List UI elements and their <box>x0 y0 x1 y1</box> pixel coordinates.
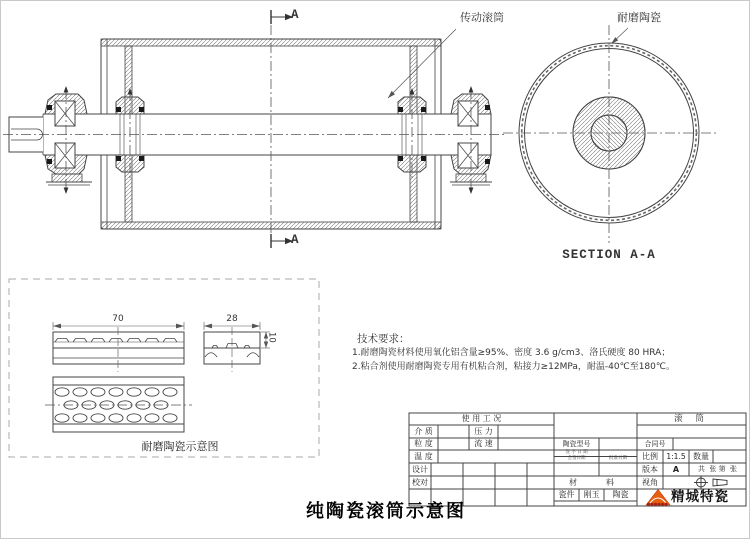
cell-material-header: 材 料 <box>568 477 623 487</box>
cell-view-label: 视角 <box>642 477 658 487</box>
cell-approve: 批准日期 <box>609 456 627 462</box>
tech-requirement-item-1: 1.耐磨陶瓷材料使用氧化铝含量≥95%、密度 3.6 g/cm3、洛氏硬度 80 HRA； <box>352 348 671 358</box>
cell-granularity-label: 粒 度 <box>414 439 433 448</box>
detail-caption: 耐磨陶瓷示意图 <box>141 440 219 453</box>
callout-wear-ceramic: 耐磨陶瓷 <box>617 11 661 24</box>
callout-drive-drum: 传动滚筒 <box>460 11 504 24</box>
dimension-10: 10 <box>266 332 277 343</box>
section-mark-label-top: A <box>291 8 299 22</box>
cell-usage-header: 使 用 工 况 <box>461 414 502 423</box>
cell-ceramic-model-label: 陶瓷型号 <box>562 439 591 448</box>
cell-countersign: 会签日期 <box>567 456 586 462</box>
cell-design-label: 设计 <box>412 464 428 474</box>
cell-version-value: A <box>672 464 680 474</box>
cell-version-label: 版本 <box>642 464 658 474</box>
tech-requirement-item-2: 2.粘合剂使用耐磨陶瓷专用有机粘合剂，粘接力≥12MPa，耐温-40℃至180℃。 <box>352 362 675 372</box>
logo-text: 精城特瓷 <box>671 488 729 505</box>
cell-material-type: 陶瓷 <box>612 490 629 499</box>
cell-sheets-label: 共 张 第 张 <box>697 465 738 473</box>
dimension-70: 70 <box>112 314 124 324</box>
section-mark-label-bottom: A <box>291 233 299 247</box>
cell-scale-label: 比例 <box>642 451 658 461</box>
cell-material-name: 刚玉 <box>583 490 600 499</box>
cell-part-label: 瓷件 <box>558 490 575 499</box>
detail-box <box>9 279 319 457</box>
cell-pressure-label: 压 力 <box>474 426 493 436</box>
cell-contract-label: 合同号 <box>644 439 666 448</box>
logo-mark <box>646 490 670 506</box>
cell-product-name: 滚 筒 <box>674 413 709 424</box>
cell-sign-date: 签 字 日 期 <box>565 450 588 456</box>
cell-check-label: 校对 <box>412 477 428 487</box>
dimension-28: 28 <box>226 314 238 324</box>
cell-medium-label: 介 质 <box>414 426 433 436</box>
cell-qty-label: 数量 <box>693 451 709 461</box>
main-title: 纯陶瓷滚筒示意图 <box>306 501 466 522</box>
cell-flow-label: 流 速 <box>474 439 493 448</box>
section-view-title: SECTION A-A <box>562 248 656 262</box>
cell-temperature-label: 温 度 <box>414 451 433 461</box>
tech-requirements-heading: 技术要求： <box>357 333 410 345</box>
cell-scale-value: 1:1.5 <box>666 451 686 461</box>
projection-symbol <box>694 476 727 490</box>
